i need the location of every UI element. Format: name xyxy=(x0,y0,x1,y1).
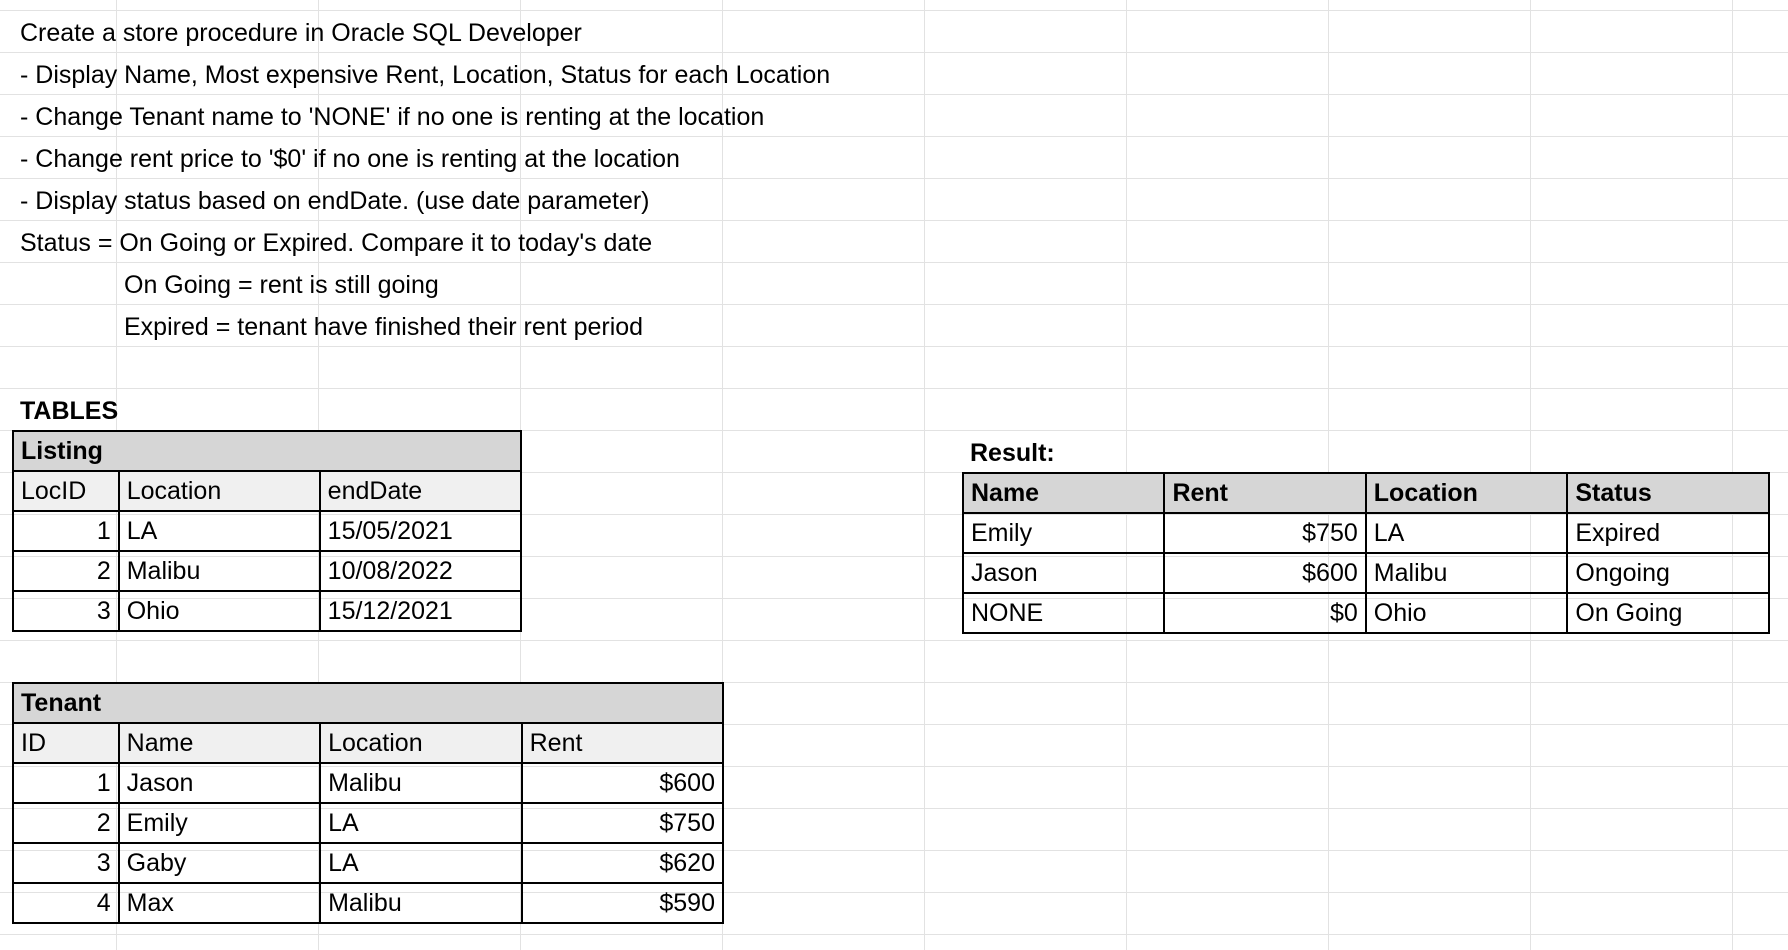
tenant-header-rent[interactable]: Rent xyxy=(522,723,723,763)
table-row xyxy=(13,803,723,843)
tenant-cell-id[interactable]: 3 xyxy=(13,843,119,883)
result-header-name[interactable]: Name xyxy=(963,473,1164,513)
listing-header-location[interactable]: Location xyxy=(119,471,320,511)
tenant-header-location[interactable]: Location xyxy=(320,723,522,763)
tenant-cell-id[interactable]: 1 xyxy=(13,763,119,803)
result-label: Result: xyxy=(970,439,1055,467)
listing-cell-locid[interactable]: 3 xyxy=(13,591,119,631)
listing-cell-locid[interactable]: 1 xyxy=(13,511,119,551)
instruction-line-1: Create a store procedure in Oracle SQL Developer xyxy=(20,19,582,47)
result-cell-name[interactable]: Jason xyxy=(963,553,1164,593)
result-cell-status[interactable]: On Going xyxy=(1567,593,1769,633)
table-row xyxy=(13,591,521,631)
status-definition-expired: Expired = tenant have finished their rent period xyxy=(124,313,644,341)
tenant-cell-rent[interactable]: $590 xyxy=(522,883,723,923)
tables-label: TABLES xyxy=(20,397,119,425)
result-cell-status[interactable]: Ongoing xyxy=(1567,553,1769,593)
table-row xyxy=(963,513,1769,553)
result-cell-rent[interactable]: $750 xyxy=(1164,513,1365,553)
tenant-cell-rent[interactable]: $620 xyxy=(522,843,723,883)
listing-cell-enddate[interactable]: 15/12/2021 xyxy=(320,591,521,631)
tenant-cell-location[interactable]: Malibu xyxy=(320,763,522,803)
tenant-cell-location[interactable]: LA xyxy=(320,803,522,843)
tenant-header-name[interactable]: Name xyxy=(119,723,320,763)
listing-cell-location[interactable]: LA xyxy=(119,511,320,551)
table-row xyxy=(13,511,521,551)
result-cell-location[interactable]: Malibu xyxy=(1366,553,1568,593)
result-cell-name[interactable]: NONE xyxy=(963,593,1164,633)
result-cell-rent[interactable]: $600 xyxy=(1164,553,1365,593)
tenant-cell-name[interactable]: Gaby xyxy=(119,843,320,883)
tenant-cell-id[interactable]: 2 xyxy=(13,803,119,843)
tenant-cell-location[interactable]: LA xyxy=(320,843,522,883)
listing-table xyxy=(12,430,522,632)
tenant-title[interactable]: Tenant xyxy=(13,683,723,723)
instruction-line-2: - Display Name, Most expensive Rent, Location, Status for each Location xyxy=(20,61,831,89)
table-row xyxy=(13,551,521,591)
tenant-cell-rent[interactable]: $750 xyxy=(522,803,723,843)
instruction-line-6: Status = On Going or Expired. Compare it to today's date xyxy=(20,229,653,257)
listing-header-locid[interactable]: LocID xyxy=(13,471,119,511)
listing-title-row xyxy=(13,431,521,471)
table-row xyxy=(13,763,723,803)
instruction-line-5: - Display status based on endDate. (use date parameter) xyxy=(20,187,650,215)
listing-cell-location[interactable]: Malibu xyxy=(119,551,320,591)
listing-cell-location[interactable]: Ohio xyxy=(119,591,320,631)
tenant-cell-name[interactable]: Emily xyxy=(119,803,320,843)
result-cell-rent[interactable]: $0 xyxy=(1164,593,1365,633)
listing-header-row xyxy=(13,471,521,511)
tenant-cell-name[interactable]: Max xyxy=(119,883,320,923)
table-row xyxy=(963,553,1769,593)
tenant-header-row xyxy=(13,723,723,763)
tenant-cell-rent[interactable]: $600 xyxy=(522,763,723,803)
listing-cell-enddate[interactable]: 15/05/2021 xyxy=(320,511,521,551)
listing-cell-locid[interactable]: 2 xyxy=(13,551,119,591)
listing-header-enddate[interactable]: endDate xyxy=(320,471,521,511)
result-cell-location[interactable]: LA xyxy=(1366,513,1568,553)
listing-cell-enddate[interactable]: 10/08/2022 xyxy=(320,551,521,591)
result-cell-location[interactable]: Ohio xyxy=(1366,593,1568,633)
tenant-table xyxy=(12,682,724,924)
table-row xyxy=(13,883,723,923)
tenant-cell-location[interactable]: Malibu xyxy=(320,883,522,923)
result-cell-name[interactable]: Emily xyxy=(963,513,1164,553)
status-definition-ongoing: On Going = rent is still going xyxy=(124,271,439,299)
instruction-line-4: - Change rent price to '$0' if no one is renting at the location xyxy=(20,145,680,173)
tenant-cell-id[interactable]: 4 xyxy=(13,883,119,923)
listing-title[interactable]: Listing xyxy=(13,431,521,471)
table-row xyxy=(13,843,723,883)
result-header-status[interactable]: Status xyxy=(1567,473,1769,513)
tenant-title-row xyxy=(13,683,723,723)
result-table xyxy=(962,472,1770,634)
tenant-header-id[interactable]: ID xyxy=(13,723,119,763)
instruction-line-3: - Change Tenant name to 'NONE' if no one is renting at the location xyxy=(20,103,765,131)
tenant-cell-name[interactable]: Jason xyxy=(119,763,320,803)
result-header-rent[interactable]: Rent xyxy=(1164,473,1365,513)
result-header-location[interactable]: Location xyxy=(1366,473,1568,513)
result-header-row xyxy=(963,473,1769,513)
result-cell-status[interactable]: Expired xyxy=(1567,513,1769,553)
table-row xyxy=(963,593,1769,633)
